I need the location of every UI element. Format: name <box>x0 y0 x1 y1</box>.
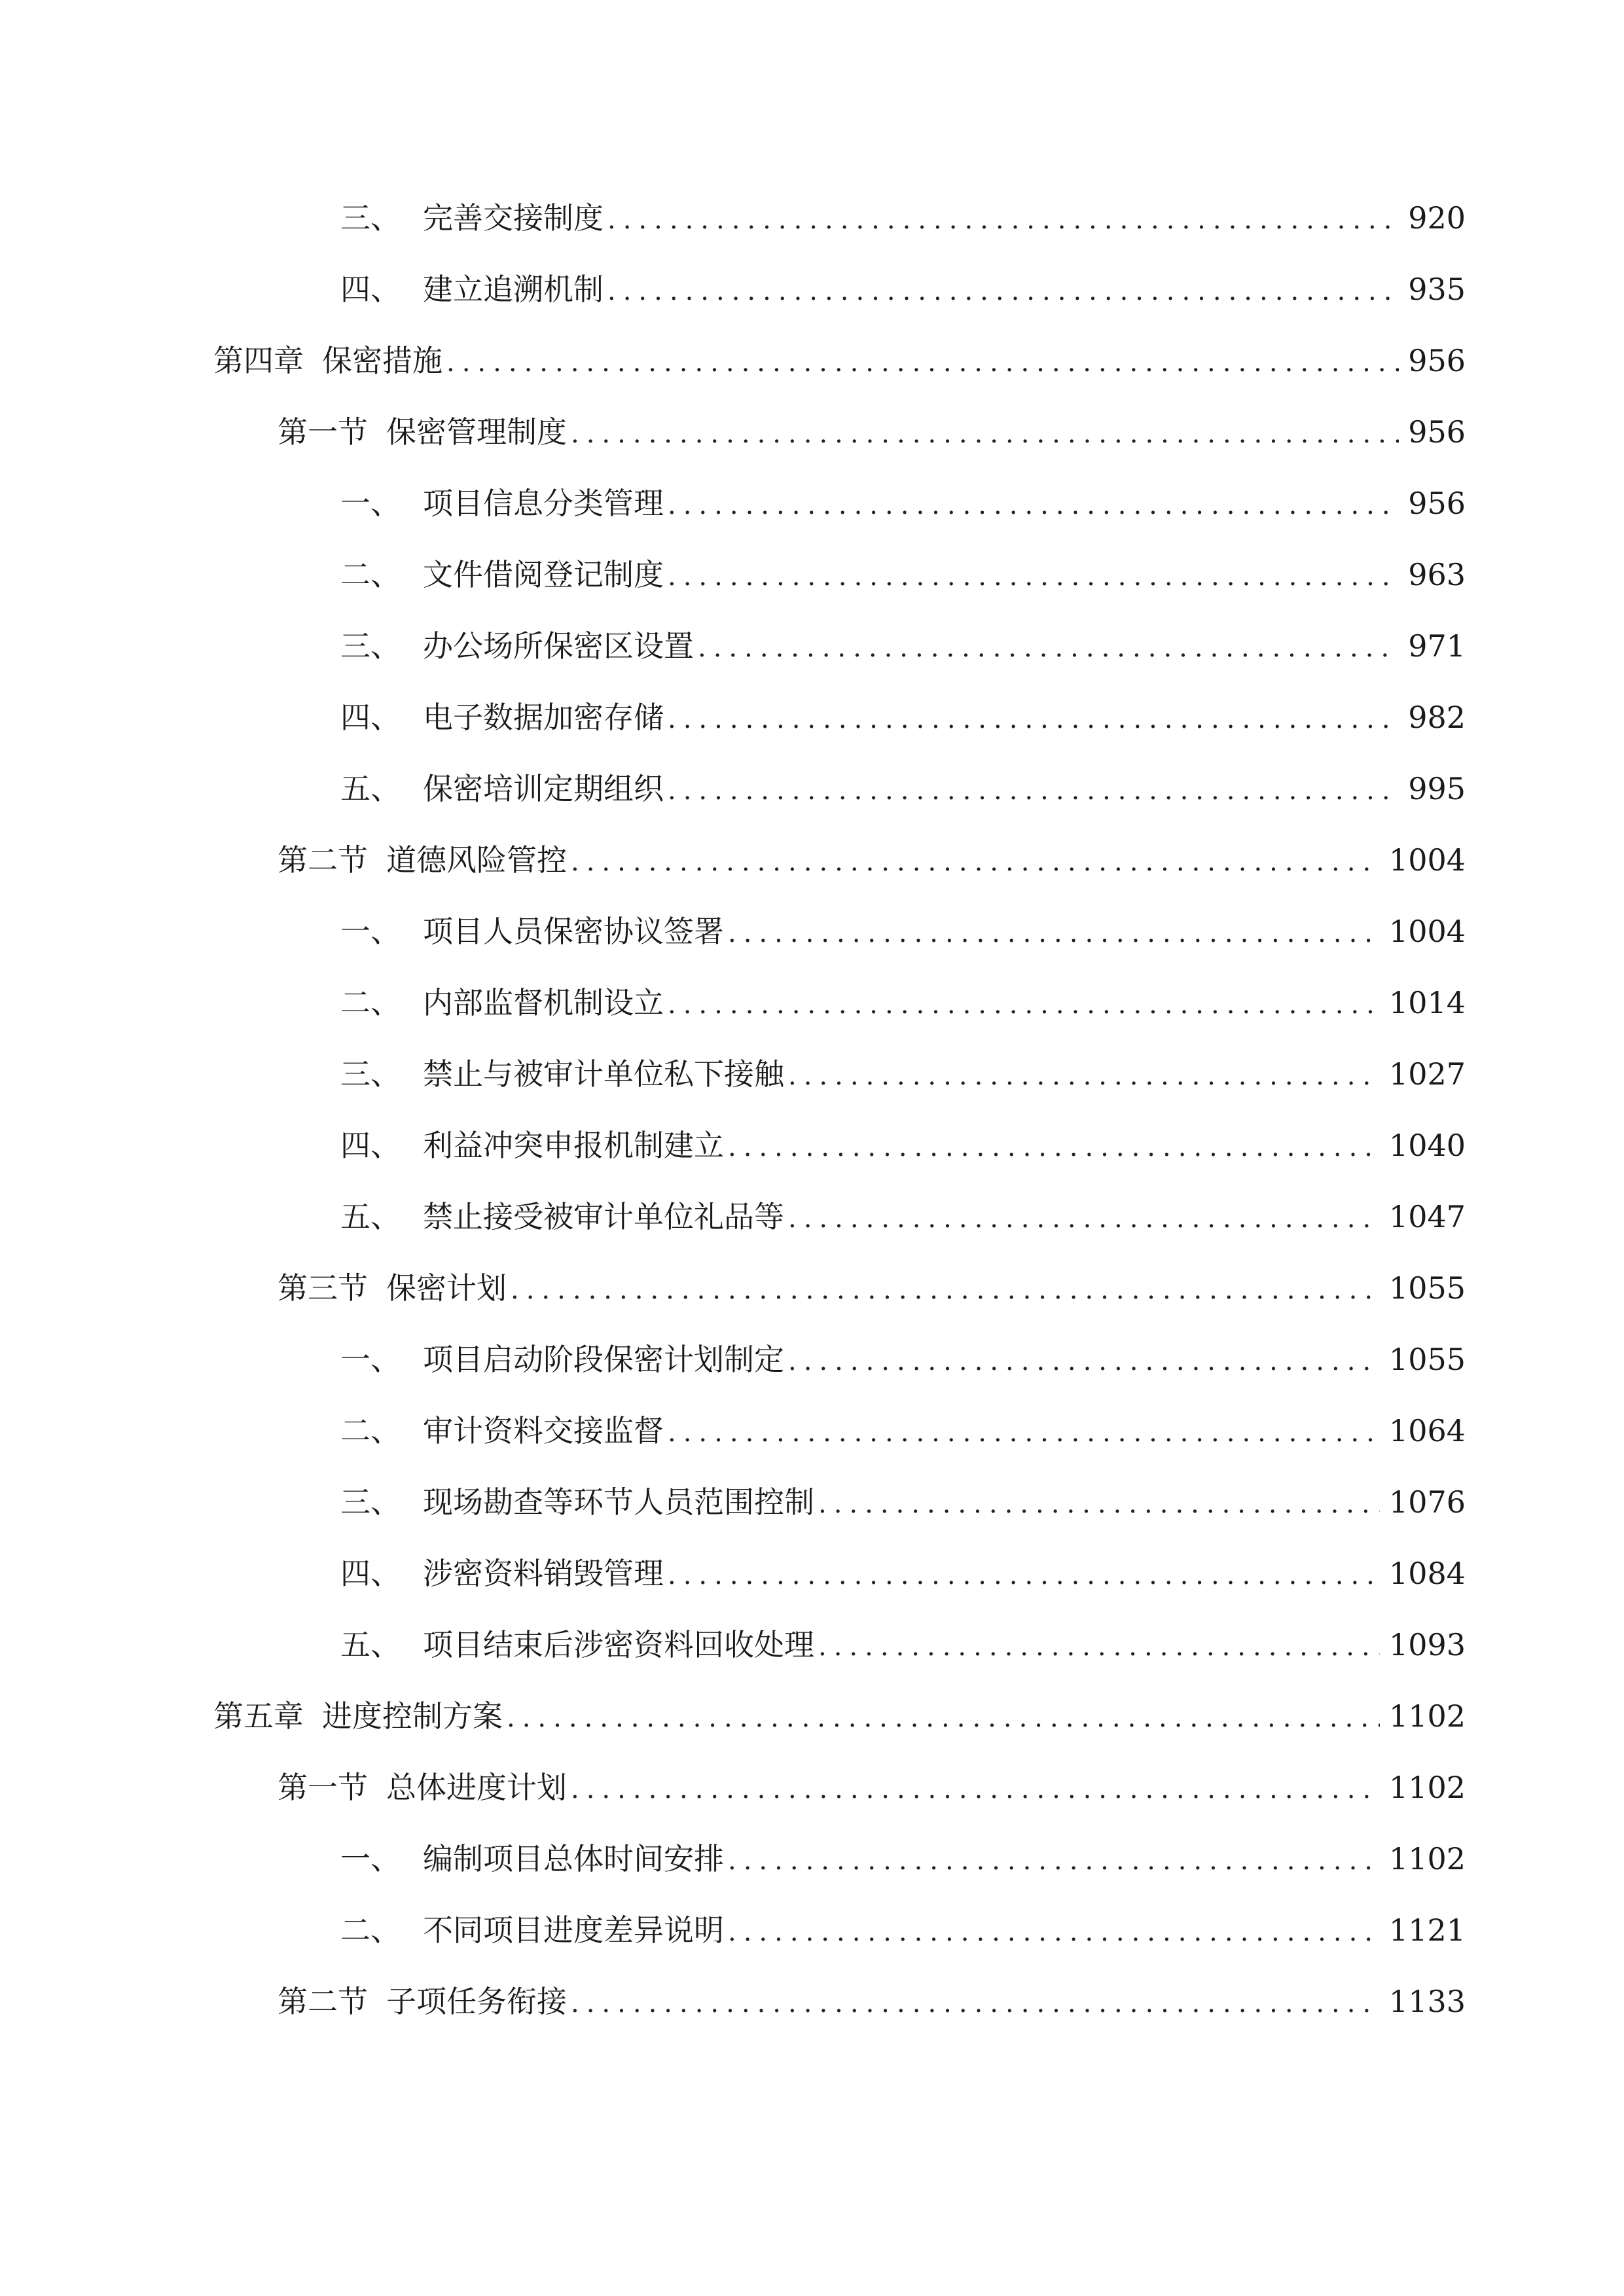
dot-leader <box>607 197 1399 243</box>
toc-entry-title: 保密措施 <box>322 343 442 378</box>
toc-entry-title: 项目信息分类管理 <box>423 486 664 521</box>
toc-entry[interactable] <box>340 1336 1466 1382</box>
toc-entry-title: 保密管理制度 <box>386 414 567 450</box>
toc-entry[interactable] <box>340 694 1466 740</box>
toc-entry-page: 956 <box>1408 414 1466 450</box>
toc-entry[interactable] <box>340 908 1466 954</box>
dot-leader <box>818 1624 1380 1670</box>
dot-leader <box>446 340 1399 386</box>
toc-entry[interactable] <box>278 1979 1466 2024</box>
toc-entry-number: 三、 <box>340 1484 401 1520</box>
dot-leader <box>698 625 1399 671</box>
toc-entry-page: 1047 <box>1388 1199 1466 1234</box>
toc-entry[interactable] <box>278 409 1466 455</box>
toc-entry-page: 1055 <box>1388 1270 1466 1306</box>
toc-entry-title: 现场勘查等环节人员范围控制 <box>423 1484 814 1520</box>
toc-entry[interactable] <box>340 623 1466 669</box>
toc-entry-page: 1014 <box>1388 985 1466 1020</box>
dot-leader <box>507 1695 1380 1741</box>
toc-entry[interactable] <box>278 1765 1466 1810</box>
toc-entry-title: 总体进度计划 <box>386 1770 567 1805</box>
toc-entry-title: 保密培训定期组织 <box>423 771 664 806</box>
toc-entry-title: 项目启动阶段保密计划制定 <box>423 1342 784 1377</box>
toc-entry-number: 第二节 <box>278 842 368 878</box>
toc-entry[interactable] <box>340 1051 1466 1097</box>
toc-entry-number: 二、 <box>340 557 401 592</box>
toc-entry-page: 1102 <box>1388 1841 1466 1876</box>
toc-entry-title: 审计资料交接监督 <box>423 1413 664 1448</box>
toc-entry-number: 四、 <box>340 1556 401 1591</box>
toc-entry-title: 利益冲突申报机制建立 <box>423 1128 724 1163</box>
dot-leader <box>511 1267 1380 1313</box>
toc-entry-title: 禁止与被审计单位私下接触 <box>423 1056 784 1092</box>
toc-entry-title: 道德风险管控 <box>386 842 567 878</box>
toc-entry-page: 956 <box>1408 486 1466 521</box>
toc-entry-number: 第二节 <box>278 1984 368 2019</box>
toc-entry-title: 保密计划 <box>386 1270 507 1306</box>
toc-entry-title: 文件借阅登记制度 <box>423 557 664 592</box>
toc-entry-number: 一、 <box>340 1342 401 1377</box>
toc-entry-page: 956 <box>1408 343 1466 378</box>
toc-entry-page: 1102 <box>1388 1770 1466 1805</box>
toc-entry-number: 三、 <box>340 1056 401 1092</box>
toc-entry-page: 1040 <box>1388 1128 1466 1163</box>
toc-entry-number: 第一节 <box>278 1770 368 1805</box>
toc-entry-number: 第一节 <box>278 414 368 450</box>
toc-entry-number: 二、 <box>340 1413 401 1448</box>
toc-entry[interactable] <box>340 1408 1466 1454</box>
toc-entry[interactable] <box>340 980 1466 1026</box>
toc-entry-title: 完善交接制度 <box>423 200 604 236</box>
toc-entry-title: 电子数据加密存储 <box>423 700 664 735</box>
dot-leader <box>728 1909 1380 1955</box>
toc-entry[interactable] <box>340 1907 1466 1953</box>
toc-entry[interactable] <box>340 480 1466 526</box>
toc-entry[interactable] <box>340 1122 1466 1168</box>
toc-entry-number: 四、 <box>340 700 401 735</box>
dot-leader <box>668 982 1380 1028</box>
toc-entry[interactable] <box>278 1265 1466 1311</box>
toc-entry-title: 进度控制方案 <box>322 1698 503 1734</box>
toc-entry-title: 项目结束后涉密资料回收处理 <box>423 1627 814 1662</box>
toc-entry-number: 二、 <box>340 1912 401 1948</box>
toc-entry-number: 一、 <box>340 1841 401 1876</box>
toc-entry-title: 办公场所保密区设置 <box>423 628 694 664</box>
dot-leader <box>788 1338 1380 1384</box>
toc-entry-number: 二、 <box>340 985 401 1020</box>
dot-leader <box>668 768 1399 814</box>
toc-entry-number: 一、 <box>340 486 401 521</box>
toc-entry-number: 四、 <box>340 272 401 307</box>
toc-entry-page: 982 <box>1408 700 1466 735</box>
dot-leader <box>668 1410 1380 1456</box>
toc-entry-title: 项目人员保密协议签署 <box>423 914 724 949</box>
toc-entry-title: 不同项目进度差异说明 <box>423 1912 724 1948</box>
toc-entry-title: 编制项目总体时间安排 <box>423 1841 724 1876</box>
dot-leader <box>728 1838 1380 1884</box>
toc-entry[interactable] <box>340 552 1466 598</box>
toc-entry[interactable] <box>278 837 1466 883</box>
toc-entry[interactable] <box>340 1551 1466 1596</box>
toc-entry[interactable] <box>340 1836 1466 1882</box>
toc-entry[interactable] <box>340 1479 1466 1525</box>
toc-entry-page: 995 <box>1408 771 1466 806</box>
toc-entry-number: 五、 <box>340 771 401 806</box>
toc-entry-page: 1027 <box>1388 1056 1466 1092</box>
toc-entry-number: 三、 <box>340 628 401 664</box>
toc-entry-page: 963 <box>1408 557 1466 592</box>
toc-entry-page: 1004 <box>1388 842 1466 878</box>
dot-leader <box>571 411 1399 457</box>
toc-entry-page: 1084 <box>1388 1556 1466 1591</box>
dot-leader <box>668 1552 1380 1598</box>
toc-entry-title: 内部监督机制设立 <box>423 985 664 1020</box>
toc-entry[interactable] <box>340 1622 1466 1668</box>
toc-entry[interactable] <box>340 195 1466 241</box>
toc-entry-number: 第四章 <box>213 343 304 378</box>
toc-entry-title: 子项任务衔接 <box>386 1984 567 2019</box>
toc-entry-title: 涉密资料销毁管理 <box>423 1556 664 1591</box>
toc-entry-page: 1076 <box>1388 1484 1466 1520</box>
dot-leader <box>668 696 1399 742</box>
toc-entry-number: 四、 <box>340 1128 401 1163</box>
dot-leader <box>728 910 1380 956</box>
toc-entry-title: 禁止接受被审计单位礼品等 <box>423 1199 784 1234</box>
toc-entry-number: 第五章 <box>213 1698 304 1734</box>
dot-leader <box>668 554 1399 600</box>
toc-entry[interactable] <box>213 1693 1466 1739</box>
dot-leader <box>788 1053 1380 1099</box>
toc-entry-page: 920 <box>1408 200 1466 236</box>
toc-entry-page: 1121 <box>1388 1912 1466 1948</box>
toc-entry-number: 第三节 <box>278 1270 368 1306</box>
toc-entry-number: 五、 <box>340 1199 401 1234</box>
dot-leader <box>788 1196 1380 1242</box>
dot-leader <box>818 1481 1380 1527</box>
toc-entry-page: 1055 <box>1388 1342 1466 1377</box>
toc-entry-page: 1102 <box>1388 1698 1466 1734</box>
dot-leader <box>728 1124 1380 1170</box>
dot-leader <box>571 1767 1380 1812</box>
dot-leader <box>571 1981 1380 2026</box>
toc-entry-page: 935 <box>1408 272 1466 307</box>
toc-entry-number: 三、 <box>340 200 401 236</box>
toc-entry[interactable] <box>340 766 1466 812</box>
toc-entry-title: 建立追溯机制 <box>423 272 604 307</box>
dot-leader <box>607 268 1399 314</box>
toc-entry[interactable] <box>340 266 1466 312</box>
dot-leader <box>571 839 1380 885</box>
toc-entry-number: 一、 <box>340 914 401 949</box>
toc-entry-page: 1133 <box>1388 1984 1466 2019</box>
dot-leader <box>668 482 1399 528</box>
toc-entry-page: 1064 <box>1388 1413 1466 1448</box>
toc-entry-page: 971 <box>1408 628 1466 664</box>
toc-entry[interactable] <box>340 1194 1466 1240</box>
toc-entry[interactable] <box>213 338 1466 384</box>
toc-entry-number: 五、 <box>340 1627 401 1662</box>
toc-entry-page: 1004 <box>1388 914 1466 949</box>
toc-entry-page: 1093 <box>1388 1627 1466 1662</box>
